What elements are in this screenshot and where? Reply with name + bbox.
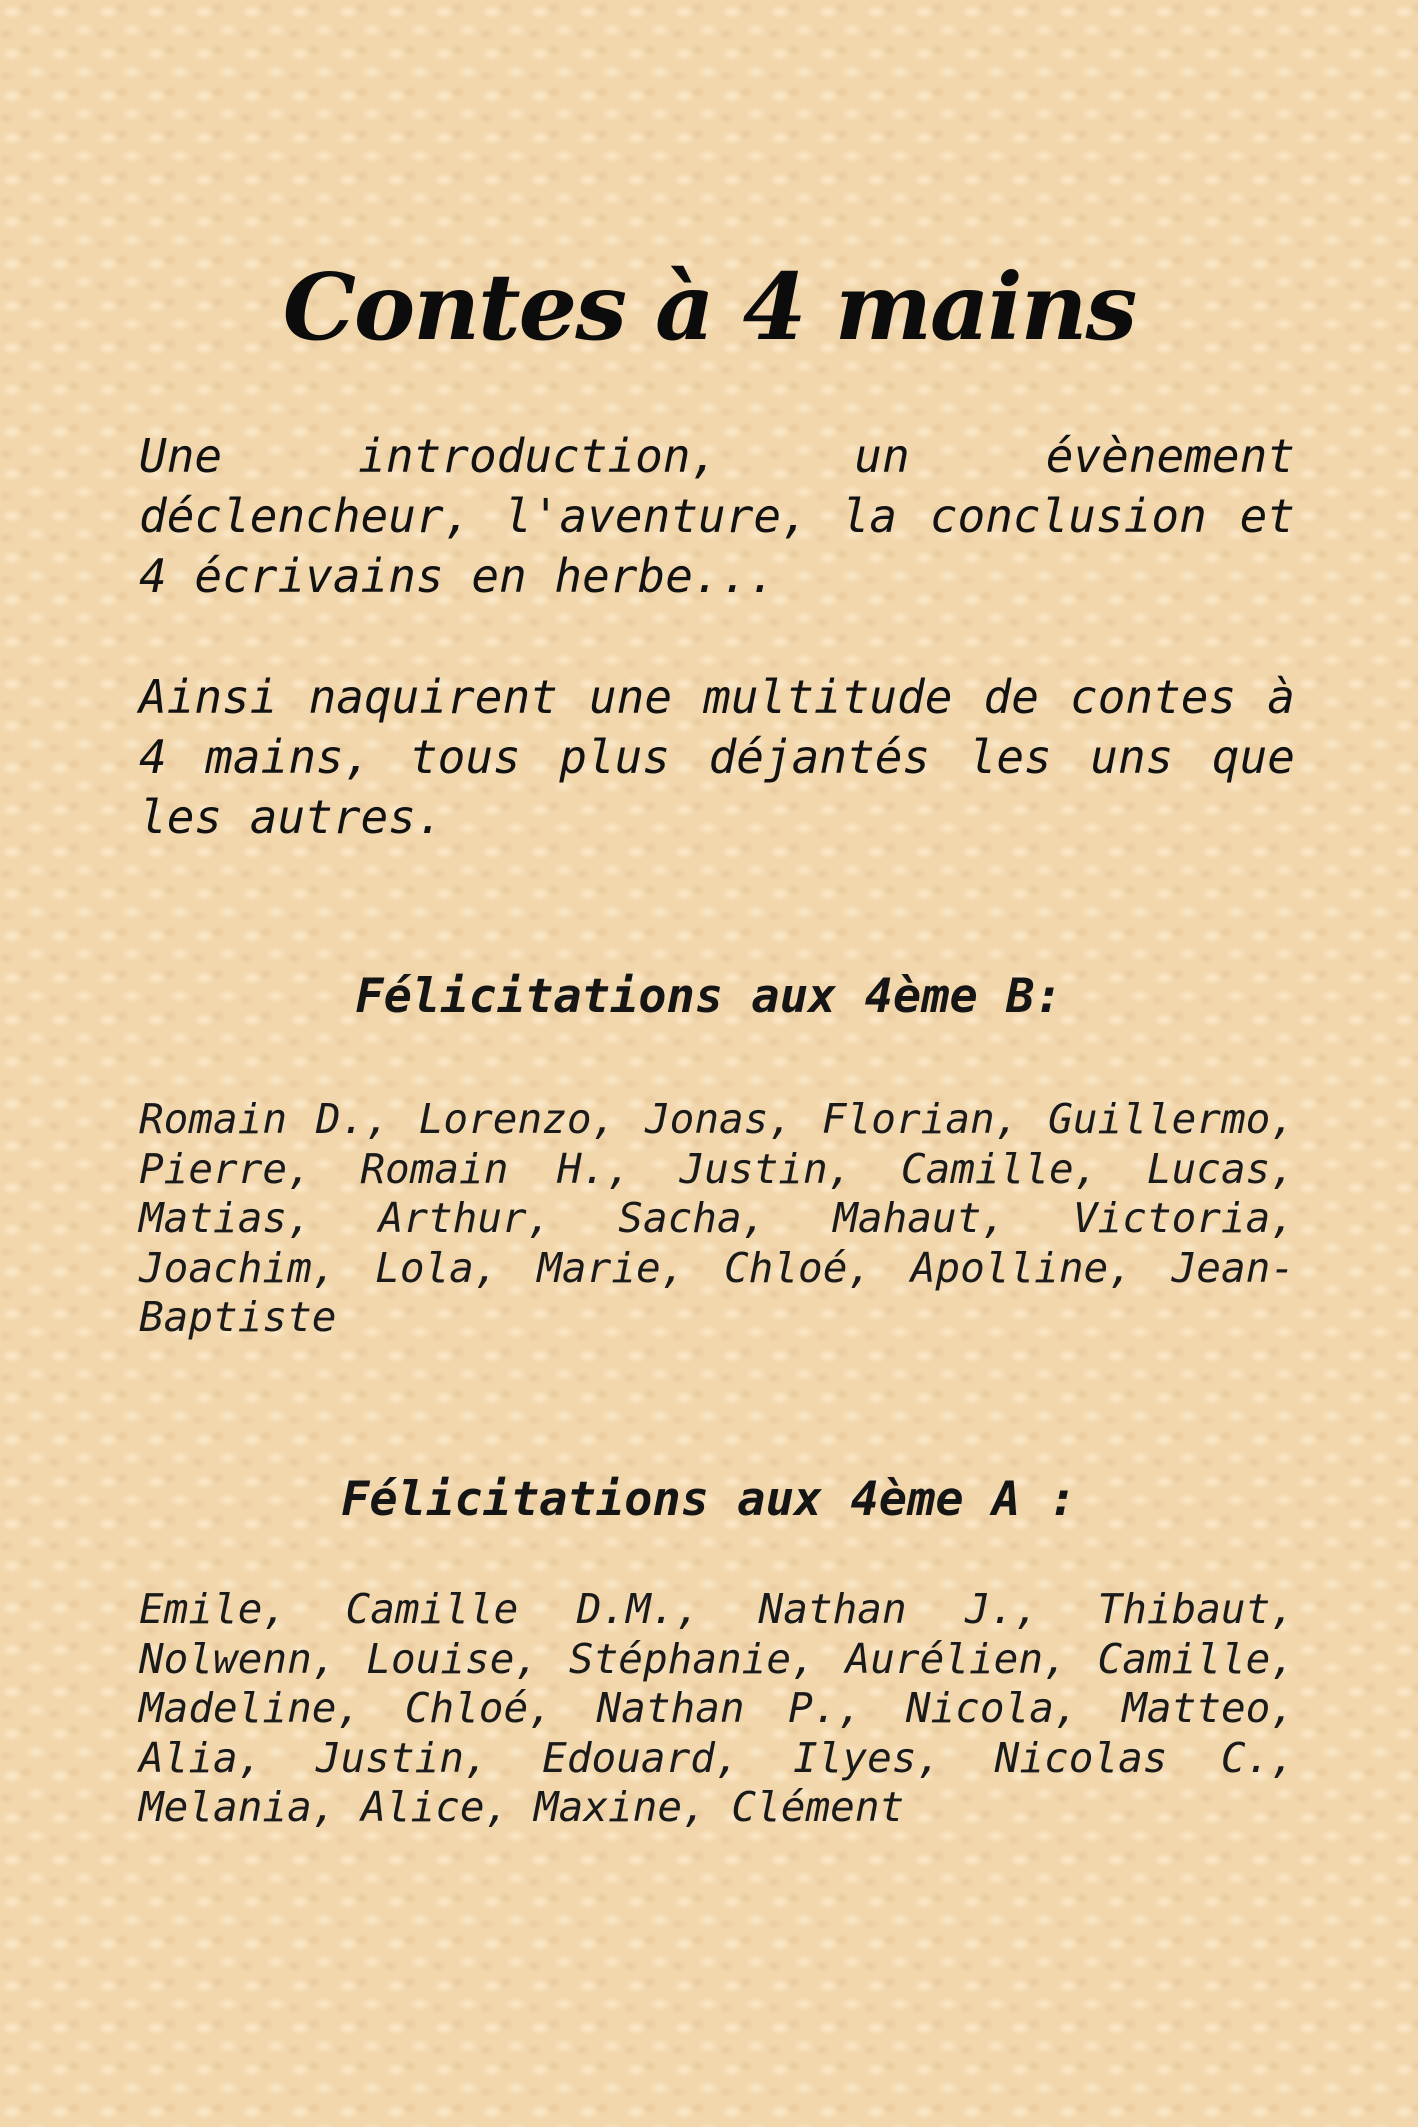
page-title: Contes à 4 mains bbox=[282, 253, 1136, 361]
intro-paragraph-2: Ainsi naquirent une multitude de contes à 4 mains, tous plus déjantés les uns que les autres. bbox=[139, 670, 1295, 844]
class-a-names: Emile, Camille D.M., Nathan J., Thibaut, Nolwenn, Louise, Stéphanie, Aurélien, Camille, Madeline, Chloé, Nathan P., Nicola, Matteo, Alia, Justin, Edouard, Ilyes, Nicolas C., Melania, Alice, Maxine, Clément bbox=[139, 1585, 1295, 1831]
class-a-heading: Félicitations aux 4ème A : bbox=[341, 1472, 1077, 1527]
intro-paragraph-1: Une introduction, un évènement déclencheur, l'aventure, la conclusion et 4 écrivains en herbe... bbox=[139, 429, 1295, 603]
class-b-heading: Félicitations aux 4ème B: bbox=[355, 969, 1063, 1024]
class-b-names: Romain D., Lorenzo, Jonas, Florian, Guillermo, Pierre, Romain H., Justin, Camille, Lucas, Matias, Arthur, Sacha, Mahaut, Victoria, Joachim, Lola, Marie, Chloé, Apolline, Jean-Baptiste bbox=[139, 1095, 1295, 1341]
